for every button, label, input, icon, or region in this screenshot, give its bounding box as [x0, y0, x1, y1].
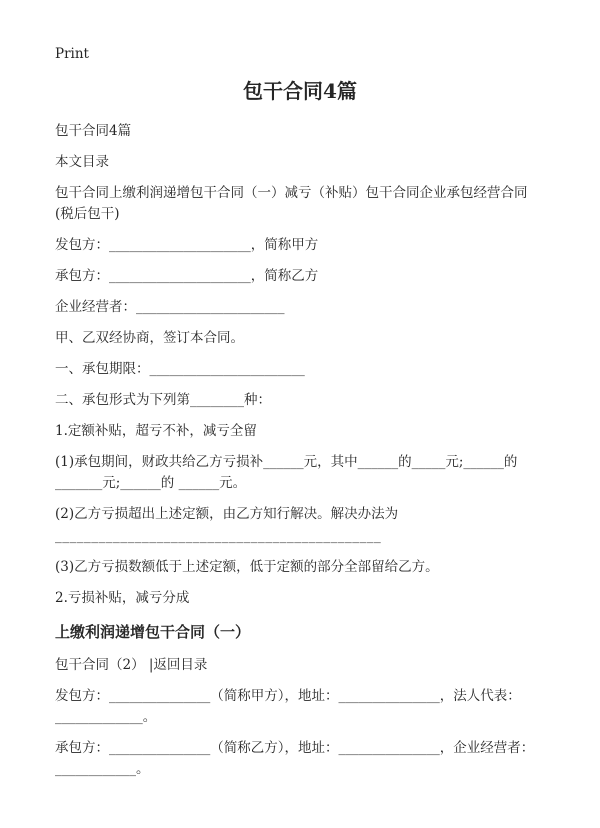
agreement-statement: 甲、乙双经协商，签订本合同。 [55, 330, 244, 346]
contract2-caption [55, 655, 545, 676]
item-1-sub-3: (3)乙方亏损数额低于上述定额，低于定额的部分全部留给乙方。 [55, 559, 439, 575]
operator-line: 企业经营者：______________________ [55, 299, 285, 315]
item-1-sub-2: (2)乙方亏损超出上述定额，由乙方知行解决。解决办法为 [55, 506, 399, 522]
item-2-loss-subsidy: 2.亏损补贴，减亏分成 [55, 590, 190, 606]
contract2-party-a-line: 发包方：_______________（简称甲方），地址：_______________，法人代表：_____________。 [55, 688, 521, 725]
clause-1-contract-term: 一、承包期限：_______________________ [55, 361, 305, 377]
print-link[interactable]: Print [55, 46, 89, 62]
item-1-sub-2-blank-line: _____________________________________________ [55, 528, 382, 544]
return-to-toc-link[interactable]: 返回目录 [153, 657, 208, 673]
contract2-caption-text: 包干合同（2） | [55, 657, 154, 673]
party-b-line: 承包方：_____________________，简称乙方 [55, 268, 319, 284]
section-heading-contract-1: 上缴利润递增包干合同（一） [55, 623, 251, 641]
item-1-sub-1: (1)承包期间，财政共给乙方亏损补______元，其中______的_____元;______的_______元;______的 ______元。 [55, 454, 518, 491]
clause-2-contract-form: 二、承包形式为下列第________种： [55, 392, 271, 408]
toc-heading: 本文目录 [55, 154, 109, 170]
doc-subtitle: 包干合同4篇 [55, 123, 132, 139]
toc-entries-line: 包干合同上缴利润递增包干合同（一）减亏（补贴）包干合同企业承包经营合同(税后包干) [55, 185, 528, 222]
page-title: 包干合同4篇 [243, 79, 357, 103]
contract2-party-b-line: 承包方：_______________（简称乙方），地址：_______________，企业经营者：____________。 [55, 740, 535, 777]
party-a-line: 发包方：_____________________，简称甲方 [55, 237, 319, 253]
item-1-fixed-subsidy: 1.定额补贴，超亏不补，减亏全留 [55, 423, 257, 439]
